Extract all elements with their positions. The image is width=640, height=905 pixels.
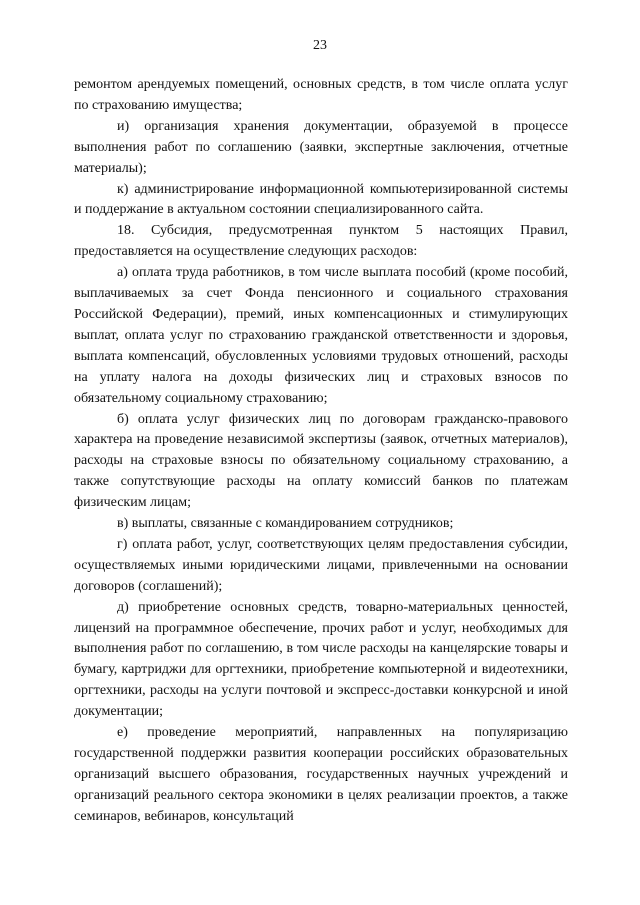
- page-number: 23: [313, 38, 327, 53]
- paragraph-item-i: и) организация хранения документации, образуемой в процессе выполнения работ по соглашению (заявки, экспертные заключения, отчетные материалы);: [74, 118, 568, 176]
- paragraph-item-k: к) администрирование информационной компьютеризированной системы и поддержание в актуальном состоянии специализированного сайта.: [74, 181, 568, 218]
- paragraph-item-d: д) приобретение основных средств, товарно-материальных ценностей, лицензий на программное обеспечение, прочих работ и услуг, необходимых для выполнения работ по соглашению, в том числе расходы на канцелярские товары и бумагу, картриджи для оргтехники, приобретение компьютерной и видеотехники, оргтехники, расходы на услуги почтовой и экспресс-доставки конкурсной и иной документации;: [74, 599, 568, 720]
- document-body: [74, 75, 568, 828]
- paragraph-item-a: а) оплата труда работников, в том числе выплата пособий (кроме пособий, выплачиваемых за счет Фонда пенсионного и социального страхования Российской Федерации), премий, иных компенсационных и стимулирующих выплат, оплата услуг по страхованию гражданской ответственности и здоровья, выплата компенсаций, обусловленных условиями трудовых отношений, расходы на уплату налога на доходы физических лиц и страховых взносов по обязательному социальному страхованию;: [74, 265, 568, 406]
- paragraph-item-b: б) оплата услуг физических лиц по договорам гражданско-правового характера на проведение независимой экспертизы (заявок, отчетных материалов), расходы на страховые взносы по обязательному социальному страхованию, а также сопутствующие расходы на оплату комиссий банков по платежам физическим лицам;: [74, 411, 568, 511]
- paragraph-section-18: 18. Субсидия, предусмотренная пунктом 5 настоящих Правил, предоставляется на осуществление следующих расходов:: [74, 223, 568, 260]
- paragraph-item-v: в) выплаты, связанные с командированием сотрудников;: [117, 516, 454, 532]
- paragraph-item-g: г) оплата работ, услуг, соответствующих целям предоставления субсидии, осуществляемых иными юридическими лицами, привлеченными на основании договоров (соглашений);: [74, 536, 568, 594]
- paragraph-item-e: е) проведение мероприятий, направленных на популяризацию государственной поддержки развития кооперации российских образовательных организаций высшего образования, государственных научных учреждений и организаций реального сектора экономики в целях реализации проектов, а также семинаров, вебинаров, консультаций: [74, 725, 568, 824]
- paragraph-continuation: ремонтом арендуемых помещений, основных средств, в том числе оплата услуг по страхованию имущества;: [74, 77, 568, 113]
